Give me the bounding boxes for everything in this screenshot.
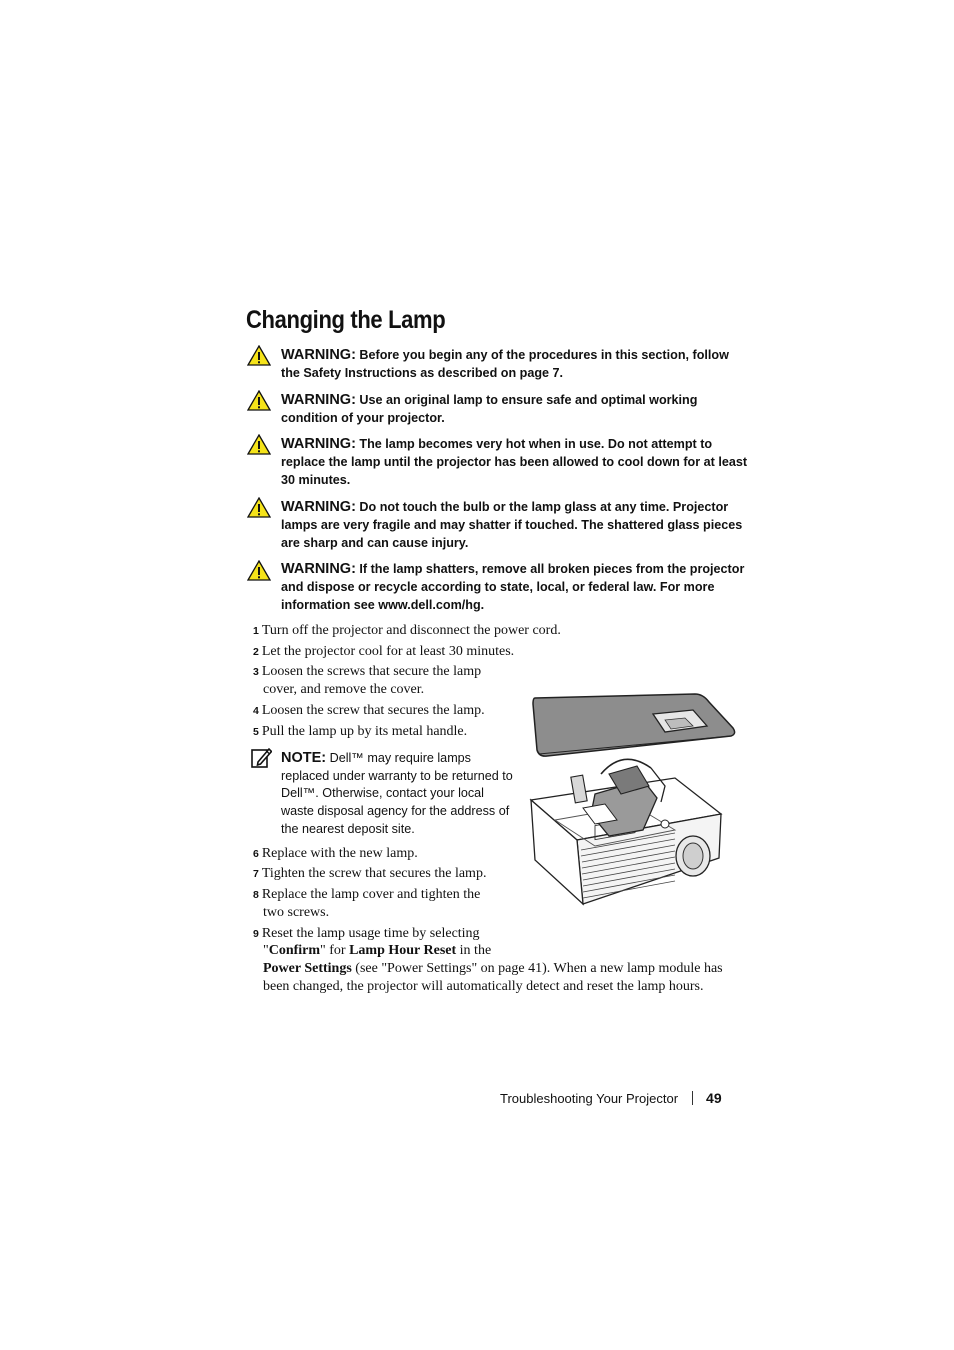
- warning-callout: [281, 347, 751, 383]
- step-text-continued: [263, 942, 491, 960]
- page-number: 49: [706, 1090, 722, 1106]
- step-text-continued: cover, and remove the cover.: [263, 682, 425, 697]
- footer-divider: [692, 1091, 693, 1105]
- step-item: [253, 845, 418, 864]
- step-number: 9: [253, 928, 259, 940]
- lamp-replacement-illustration: [525, 690, 737, 915]
- warning-label: WARNING:: [281, 561, 356, 577]
- warning-label: WARNING:: [281, 499, 356, 515]
- note-label: NOTE:: [281, 750, 327, 766]
- warning-callout: [281, 392, 711, 428]
- step-text: (see "Power Settings" on page 41). When a new lamp module has: [351, 961, 723, 976]
- lamp-screw: [661, 820, 669, 828]
- menu-option-confirm: Confirm: [268, 943, 321, 958]
- step-number: 4: [253, 705, 259, 717]
- warning-callout: [281, 561, 751, 614]
- step-text: Loosen the screws that secure the lamp: [261, 664, 482, 679]
- step-text: Replace with the new lamp.: [261, 846, 418, 861]
- step-item: [253, 886, 480, 905]
- step-item: [253, 663, 481, 682]
- step-number: 7: [253, 868, 259, 880]
- warning-text: Do not touch the bulb or the lamp glass at any time. Projector lamps are very fragile and may shatter if touched. The shattered glass pieces are sharp and can cause injury.: [281, 500, 743, 550]
- page-title: Changing the Lamp: [246, 306, 446, 334]
- warning-label: WARNING:: [281, 347, 356, 363]
- step-item: [253, 702, 485, 721]
- menu-power-settings: Power Settings: [263, 961, 352, 976]
- quote-mark: ": [263, 943, 269, 958]
- warning-label: WARNING:: [281, 392, 356, 408]
- step-text: Loosen the screw that secures the lamp.: [261, 703, 485, 718]
- warning-text: If the lamp shatters, remove all broken pieces from the projector and dispose or recycle according to state, local, or federal law. For more information see www.dell.com/hg.: [281, 562, 745, 612]
- warning-triangle-icon: [247, 434, 271, 455]
- step-number: 1: [253, 625, 259, 637]
- warning-callout: [281, 436, 751, 489]
- step-item: [253, 865, 486, 884]
- step-text-continued: [263, 960, 723, 978]
- step-item: [253, 925, 480, 944]
- warning-text: Use an original lamp to ensure safe and optimal working condition of your projector.: [281, 393, 698, 425]
- step-text-continued: been changed, the projector will automatically detect and reset the lamp hours.: [263, 979, 704, 994]
- menu-option-lamp-hour-reset: Lamp Hour Reset: [349, 943, 457, 958]
- step-text: Turn off the projector and disconnect the power cord.: [261, 623, 561, 638]
- warning-text: Before you begin any of the procedures in this section, follow the Safety Instructions as described on page 7.: [281, 348, 729, 380]
- step-text-continued: two screws.: [263, 905, 330, 920]
- note-pencil-icon: [251, 747, 272, 768]
- step-text: " for: [320, 943, 350, 958]
- warning-triangle-icon: [247, 560, 271, 581]
- footer-section: Troubleshooting Your Projector: [500, 1091, 679, 1106]
- step-item: [253, 723, 467, 742]
- step-item: [253, 643, 514, 662]
- page-footer: [500, 1090, 722, 1106]
- step-number: 5: [253, 726, 259, 738]
- warning-triangle-icon: [247, 390, 271, 411]
- note-callout: [281, 750, 517, 839]
- step-number: 2: [253, 646, 259, 658]
- warning-callout: [281, 499, 751, 552]
- note-text: Dell™ may require lamps replaced under warranty to be returned to Dell™. Otherwise, contact your local waste disposal agency for the address of the nearest deposit site.: [281, 751, 513, 836]
- step-text: Tighten the screw that secures the lamp.: [261, 866, 487, 881]
- warning-text: The lamp becomes very hot when in use. Do not attempt to replace the lamp until the projector has been allowed to cool down for at least 30 minutes.: [281, 437, 748, 487]
- step-text: Let the projector cool for at least 30 minutes.: [261, 644, 515, 659]
- step-item: [253, 622, 561, 641]
- warning-triangle-icon: [247, 497, 271, 518]
- step-number: 3: [253, 666, 259, 678]
- warning-label: WARNING:: [281, 436, 356, 452]
- step-text: Reset the lamp usage time by selecting: [261, 926, 480, 941]
- step-text: Replace the lamp cover and tighten the: [261, 887, 481, 902]
- step-text: Pull the lamp up by its metal handle.: [261, 724, 468, 739]
- step-text: in the: [456, 943, 492, 958]
- step-number: 8: [253, 889, 259, 901]
- step-number: 6: [253, 848, 259, 860]
- warning-triangle-icon: [247, 345, 271, 366]
